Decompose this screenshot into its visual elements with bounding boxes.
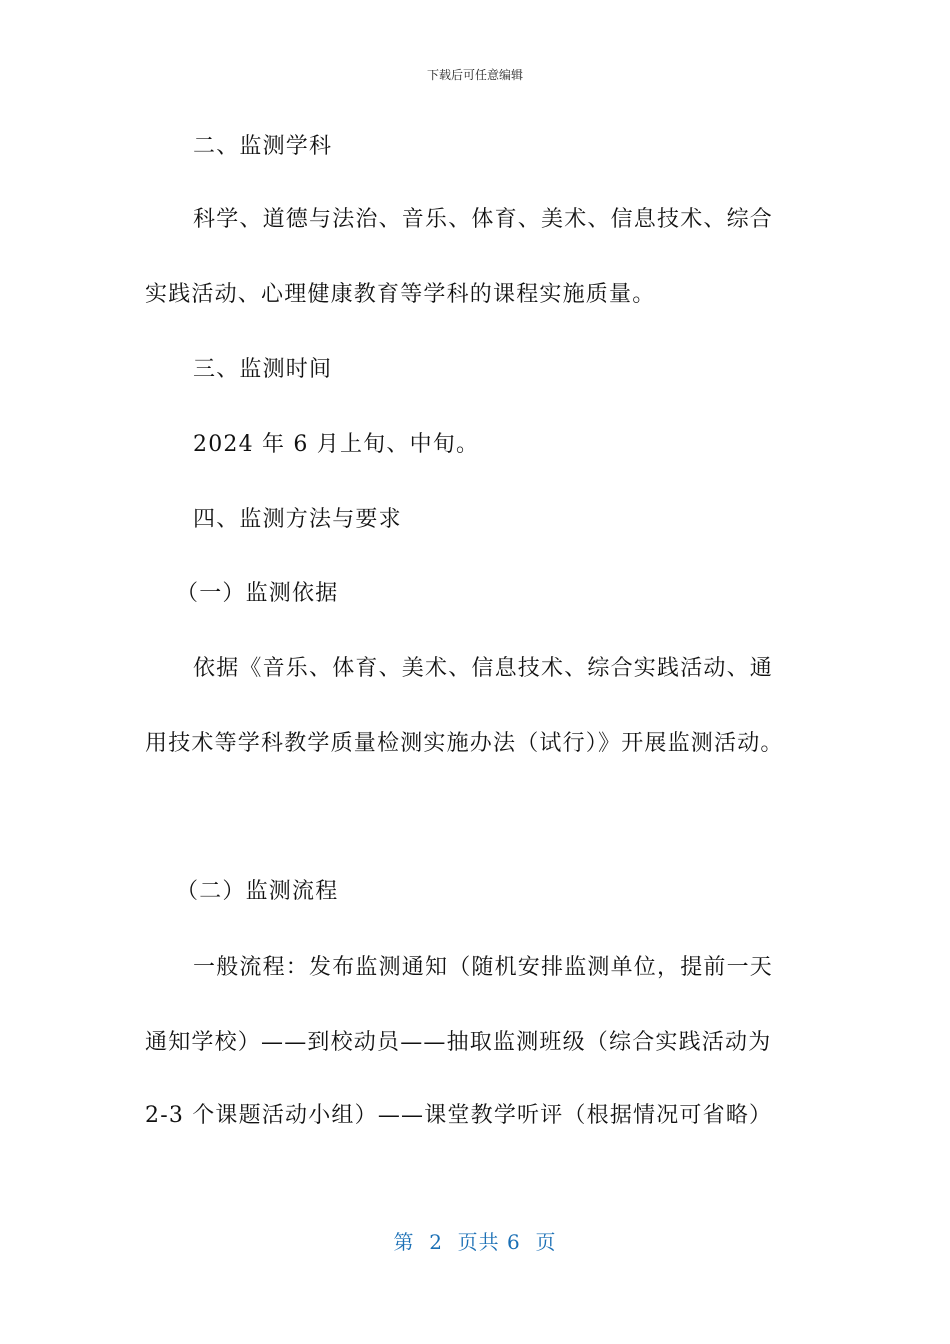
paragraph-process-line-3: 2-3 个课题活动小组）——课堂教学听评（根据情况可省略）: [145, 1103, 773, 1128]
paragraph-time: 2024 年 6 月上旬、中旬。: [193, 432, 480, 457]
paragraph-basis-line-2: 用技术等学科教学质量检测实施办法（试行）》开展监测活动。: [145, 731, 784, 756]
section-heading-subjects: 二、监测学科: [193, 134, 333, 159]
section-heading-method: 四、监测方法与要求: [193, 507, 402, 532]
paragraph-process-line-2: 通知学校）——到校动员——抽取监测班级（综合实践活动为: [145, 1030, 772, 1055]
paragraph-basis-line-1: 依据《音乐、体育、美术、信息技术、综合实践活动、通: [193, 656, 774, 681]
subsection-heading-basis: （一）监测依据: [176, 581, 339, 606]
page-number-footer: 第 2 页共 6 页: [393, 1230, 557, 1254]
header-note: 下载后可任意编辑: [426, 68, 523, 82]
paragraph-subjects-line-2: 实践活动、心理健康教育等学科的课程实施质量。: [145, 282, 656, 307]
paragraph-subjects-line-1: 科学、道德与法治、音乐、体育、美术、信息技术、综合: [193, 207, 774, 232]
section-heading-time: 三、监测时间: [193, 357, 333, 382]
subsection-heading-process: （二）监测流程: [176, 879, 339, 904]
paragraph-process-line-1: 一般流程：发布监测通知（随机安排监测单位，提前一天: [193, 955, 774, 980]
